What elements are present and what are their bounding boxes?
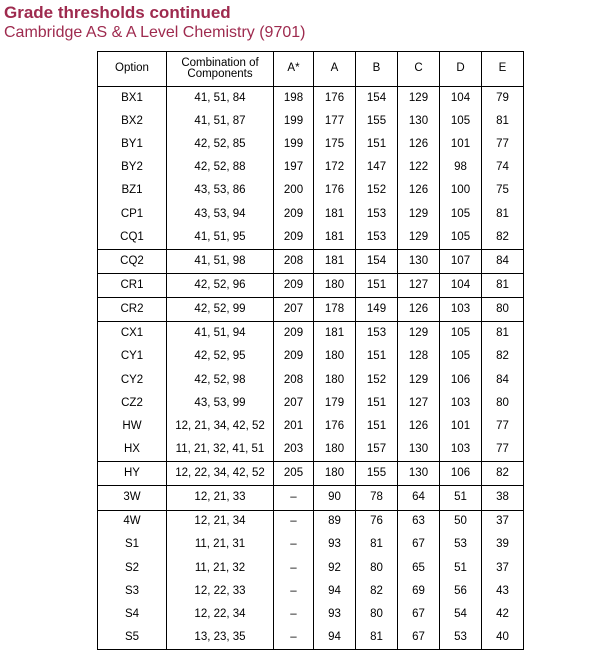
a-star-cell: –	[274, 510, 314, 534]
e-cell: 77	[482, 415, 524, 438]
c-cell: 130	[398, 462, 440, 486]
col-header-c: C	[398, 52, 440, 87]
col-header-a-star: A*	[274, 52, 314, 87]
option-cell: 4W	[98, 510, 167, 534]
col-header-components	[167, 52, 274, 87]
d-cell: 106	[440, 462, 482, 486]
table-row	[98, 87, 524, 111]
a-cell: 176	[314, 180, 356, 203]
b-cell: 80	[356, 557, 398, 580]
components-cell: 42, 52, 85	[167, 133, 274, 156]
c-cell: 129	[398, 87, 440, 111]
table-row	[98, 580, 524, 603]
a-cell: 181	[314, 203, 356, 226]
a-star-cell: –	[274, 534, 314, 557]
table-row	[98, 249, 524, 273]
a-cell: 177	[314, 110, 356, 133]
table-row	[98, 110, 524, 133]
a-cell: 89	[314, 510, 356, 534]
e-cell: 39	[482, 534, 524, 557]
option-cell: S4	[98, 603, 167, 626]
page-title: Grade thresholds continued	[4, 3, 231, 22]
c-cell: 64	[398, 486, 440, 510]
table-row	[98, 369, 524, 392]
a-star-cell: –	[274, 486, 314, 510]
b-cell: 151	[356, 133, 398, 156]
d-cell: 104	[440, 274, 482, 298]
d-cell: 105	[440, 203, 482, 226]
col-header-option: Option	[98, 52, 167, 87]
components-cell: 12, 22, 34	[167, 603, 274, 626]
a-cell: 93	[314, 534, 356, 557]
components-cell: 12, 21, 34	[167, 510, 274, 534]
d-cell: 53	[440, 534, 482, 557]
components-cell: 41, 51, 94	[167, 322, 274, 346]
table-row	[98, 438, 524, 462]
components-cell: 12, 22, 33	[167, 580, 274, 603]
table-row	[98, 346, 524, 369]
d-cell: 106	[440, 369, 482, 392]
a-star-cell: 197	[274, 156, 314, 179]
b-cell: 149	[356, 298, 398, 322]
a-cell: 181	[314, 249, 356, 273]
table-header-row	[98, 52, 524, 87]
a-star-cell: 209	[274, 322, 314, 346]
table-row	[98, 133, 524, 156]
a-star-cell: 200	[274, 180, 314, 203]
option-cell: S3	[98, 580, 167, 603]
a-star-cell: –	[274, 626, 314, 650]
option-cell: BX2	[98, 110, 167, 133]
a-star-cell: 199	[274, 133, 314, 156]
components-cell: 13, 23, 35	[167, 626, 274, 650]
d-cell: 51	[440, 557, 482, 580]
option-cell: CY2	[98, 369, 167, 392]
e-cell: 77	[482, 438, 524, 462]
option-cell: CR1	[98, 274, 167, 298]
table-row	[98, 603, 524, 626]
d-cell: 103	[440, 298, 482, 322]
table-row	[98, 298, 524, 322]
table-row	[98, 156, 524, 179]
a-cell: 93	[314, 603, 356, 626]
table-body	[98, 87, 524, 650]
components-cell: 42, 52, 98	[167, 369, 274, 392]
option-cell: BY1	[98, 133, 167, 156]
a-star-cell: 205	[274, 462, 314, 486]
components-cell: 12, 22, 34, 42, 52	[167, 462, 274, 486]
components-cell: 43, 53, 94	[167, 203, 274, 226]
c-cell: 128	[398, 346, 440, 369]
table-row	[98, 462, 524, 486]
a-cell: 94	[314, 626, 356, 650]
components-cell: 43, 53, 99	[167, 392, 274, 415]
a-star-cell: –	[274, 603, 314, 626]
components-cell: 12, 21, 33	[167, 486, 274, 510]
b-cell: 152	[356, 369, 398, 392]
option-cell: HY	[98, 462, 167, 486]
table-row	[98, 180, 524, 203]
c-cell: 129	[398, 369, 440, 392]
a-cell: 172	[314, 156, 356, 179]
e-cell: 81	[482, 322, 524, 346]
components-cell: 43, 53, 86	[167, 180, 274, 203]
option-cell: S5	[98, 626, 167, 650]
e-cell: 84	[482, 249, 524, 273]
a-star-cell: 209	[274, 274, 314, 298]
e-cell: 79	[482, 87, 524, 111]
e-cell: 40	[482, 626, 524, 650]
components-cell: 42, 52, 99	[167, 298, 274, 322]
a-star-cell: 203	[274, 438, 314, 462]
e-cell: 81	[482, 274, 524, 298]
a-star-cell: 198	[274, 87, 314, 111]
option-cell: BX1	[98, 87, 167, 111]
c-cell: 65	[398, 557, 440, 580]
c-cell: 129	[398, 203, 440, 226]
c-cell: 67	[398, 626, 440, 650]
a-cell: 180	[314, 438, 356, 462]
b-cell: 81	[356, 534, 398, 557]
table-row	[98, 486, 524, 510]
a-star-cell: 209	[274, 346, 314, 369]
c-cell: 127	[398, 392, 440, 415]
b-cell: 78	[356, 486, 398, 510]
b-cell: 157	[356, 438, 398, 462]
a-cell: 90	[314, 486, 356, 510]
e-cell: 81	[482, 203, 524, 226]
a-star-cell: –	[274, 557, 314, 580]
a-star-cell: 208	[274, 249, 314, 273]
option-cell: CP1	[98, 203, 167, 226]
b-cell: 151	[356, 346, 398, 369]
a-cell: 180	[314, 274, 356, 298]
components-cell: 11, 21, 31	[167, 534, 274, 557]
option-cell: S2	[98, 557, 167, 580]
a-cell: 181	[314, 322, 356, 346]
b-cell: 81	[356, 626, 398, 650]
c-cell: 126	[398, 298, 440, 322]
a-cell: 180	[314, 369, 356, 392]
components-cell: 11, 21, 32	[167, 557, 274, 580]
components-cell: 12, 21, 34, 42, 52	[167, 415, 274, 438]
c-cell: 69	[398, 580, 440, 603]
d-cell: 105	[440, 110, 482, 133]
col-header-e: E	[482, 52, 524, 87]
b-cell: 153	[356, 203, 398, 226]
e-cell: 82	[482, 462, 524, 486]
b-cell: 153	[356, 322, 398, 346]
b-cell: 154	[356, 249, 398, 273]
a-cell: 175	[314, 133, 356, 156]
d-cell: 54	[440, 603, 482, 626]
table-row	[98, 203, 524, 226]
components-cell: 41, 51, 95	[167, 226, 274, 250]
col-header-b: B	[356, 52, 398, 87]
d-cell: 104	[440, 87, 482, 111]
e-cell: 82	[482, 226, 524, 250]
a-cell: 181	[314, 226, 356, 250]
a-star-cell: 209	[274, 226, 314, 250]
table-row	[98, 534, 524, 557]
c-cell: 63	[398, 510, 440, 534]
option-cell: CZ2	[98, 392, 167, 415]
col-header-d: D	[440, 52, 482, 87]
c-cell: 122	[398, 156, 440, 179]
table-row	[98, 626, 524, 650]
option-cell: CY1	[98, 346, 167, 369]
c-cell: 127	[398, 274, 440, 298]
a-cell: 176	[314, 415, 356, 438]
components-cell: 42, 52, 95	[167, 346, 274, 369]
e-cell: 82	[482, 346, 524, 369]
b-cell: 154	[356, 87, 398, 111]
b-cell: 80	[356, 603, 398, 626]
b-cell: 151	[356, 274, 398, 298]
c-cell: 67	[398, 534, 440, 557]
table-row	[98, 510, 524, 534]
d-cell: 107	[440, 249, 482, 273]
components-cell: 42, 52, 96	[167, 274, 274, 298]
a-cell: 92	[314, 557, 356, 580]
d-cell: 101	[440, 133, 482, 156]
d-cell: 51	[440, 486, 482, 510]
b-cell: 155	[356, 110, 398, 133]
e-cell: 84	[482, 369, 524, 392]
e-cell: 80	[482, 392, 524, 415]
d-cell: 103	[440, 392, 482, 415]
e-cell: 77	[482, 133, 524, 156]
e-cell: 37	[482, 557, 524, 580]
e-cell: 74	[482, 156, 524, 179]
b-cell: 76	[356, 510, 398, 534]
a-cell: 178	[314, 298, 356, 322]
a-cell: 180	[314, 346, 356, 369]
c-cell: 126	[398, 133, 440, 156]
b-cell: 151	[356, 415, 398, 438]
c-cell: 130	[398, 438, 440, 462]
page-subtitle: Cambridge AS & A Level Chemistry (9701)	[4, 24, 306, 41]
table-row	[98, 274, 524, 298]
b-cell: 151	[356, 392, 398, 415]
option-cell: HX	[98, 438, 167, 462]
components-cell: 42, 52, 88	[167, 156, 274, 179]
c-cell: 130	[398, 249, 440, 273]
d-cell: 56	[440, 580, 482, 603]
c-cell: 130	[398, 110, 440, 133]
d-cell: 50	[440, 510, 482, 534]
option-cell: BY2	[98, 156, 167, 179]
table-row	[98, 226, 524, 250]
e-cell: 38	[482, 486, 524, 510]
a-cell: 179	[314, 392, 356, 415]
b-cell: 153	[356, 226, 398, 250]
b-cell: 82	[356, 580, 398, 603]
b-cell: 147	[356, 156, 398, 179]
a-star-cell: –	[274, 580, 314, 603]
c-cell: 126	[398, 180, 440, 203]
b-cell: 152	[356, 180, 398, 203]
d-cell: 103	[440, 438, 482, 462]
d-cell: 105	[440, 346, 482, 369]
option-cell: BZ1	[98, 180, 167, 203]
table-row	[98, 415, 524, 438]
option-cell: CX1	[98, 322, 167, 346]
e-cell: 42	[482, 603, 524, 626]
components-cell: 41, 51, 87	[167, 110, 274, 133]
c-cell: 126	[398, 415, 440, 438]
a-cell: 180	[314, 462, 356, 486]
e-cell: 37	[482, 510, 524, 534]
d-cell: 53	[440, 626, 482, 650]
option-cell: S1	[98, 534, 167, 557]
col-header-components-line2: Components	[187, 68, 253, 80]
a-star-cell: 207	[274, 392, 314, 415]
a-star-cell: 208	[274, 369, 314, 392]
d-cell: 105	[440, 226, 482, 250]
table-row	[98, 557, 524, 580]
col-header-a: A	[314, 52, 356, 87]
e-cell: 75	[482, 180, 524, 203]
c-cell: 67	[398, 603, 440, 626]
e-cell: 80	[482, 298, 524, 322]
d-cell: 100	[440, 180, 482, 203]
table-row	[98, 392, 524, 415]
e-cell: 81	[482, 110, 524, 133]
a-star-cell: 201	[274, 415, 314, 438]
a-cell: 94	[314, 580, 356, 603]
c-cell: 129	[398, 322, 440, 346]
option-cell: HW	[98, 415, 167, 438]
e-cell: 43	[482, 580, 524, 603]
d-cell: 101	[440, 415, 482, 438]
components-cell: 41, 51, 84	[167, 87, 274, 111]
a-star-cell: 207	[274, 298, 314, 322]
a-star-cell: 199	[274, 110, 314, 133]
option-cell: 3W	[98, 486, 167, 510]
table-row	[98, 322, 524, 346]
components-cell: 41, 51, 98	[167, 249, 274, 273]
a-cell: 176	[314, 87, 356, 111]
components-cell: 11, 21, 32, 41, 51	[167, 438, 274, 462]
a-star-cell: 209	[274, 203, 314, 226]
b-cell: 155	[356, 462, 398, 486]
grade-thresholds-table	[97, 51, 524, 650]
d-cell: 98	[440, 156, 482, 179]
option-cell: CQ1	[98, 226, 167, 250]
d-cell: 105	[440, 322, 482, 346]
option-cell: CR2	[98, 298, 167, 322]
c-cell: 129	[398, 226, 440, 250]
option-cell: CQ2	[98, 249, 167, 273]
col-header-components-line1: Combination of	[181, 56, 259, 69]
